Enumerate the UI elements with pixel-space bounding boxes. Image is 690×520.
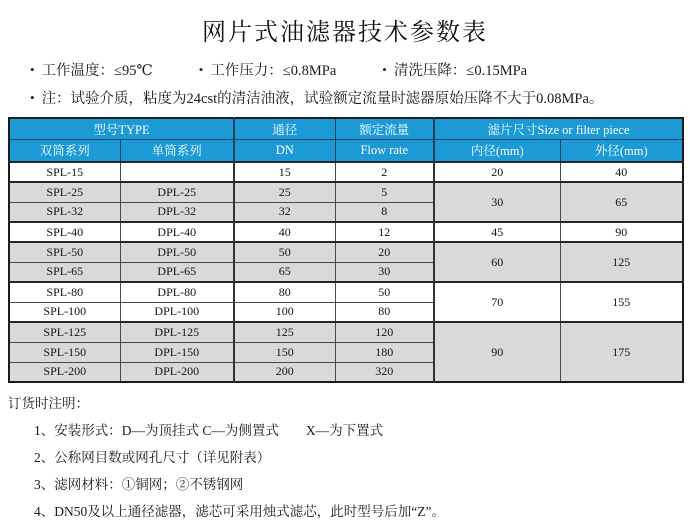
cell-dn: 200	[234, 362, 335, 382]
cell-dn: 125	[234, 322, 335, 342]
cell-double-model: SPL-15	[9, 162, 120, 182]
cell-dn: 15	[234, 162, 335, 182]
cell-inner-dia: 20	[434, 162, 560, 182]
cell-dn: 32	[234, 202, 335, 222]
cell-flow: 8	[335, 202, 434, 222]
cell-single-model: DPL-100	[120, 302, 234, 322]
spec-temperature	[30, 59, 153, 80]
cell-double-model: SPL-80	[9, 282, 120, 302]
cell-single-model: DPL-150	[120, 342, 234, 362]
cell-double-model: SPL-200	[9, 362, 120, 382]
spec-cleaning-drop	[382, 59, 527, 80]
cell-flow: 30	[335, 262, 434, 282]
cell-flow: 20	[335, 242, 434, 262]
cell-flow: 80	[335, 302, 434, 322]
table-row	[9, 242, 683, 262]
bullet-icon: •	[30, 62, 35, 77]
header-diameter: 通径	[234, 118, 335, 139]
cell-outer-dia: 65	[560, 182, 683, 222]
ordering-notes-heading: 订货时注明：	[8, 396, 89, 411]
cell-dn: 65	[234, 262, 335, 282]
table-row	[9, 162, 683, 182]
header-flow-rate: Flow rate	[335, 139, 434, 162]
table-row	[9, 182, 683, 202]
table-row	[9, 222, 683, 242]
cell-single-model: DPL-65	[120, 262, 234, 282]
cell-inner-dia: 30	[434, 182, 560, 222]
cell-single-model: DPL-25	[120, 182, 234, 202]
ordering-note-item: 4、DN50及以上通径滤器，滤芯可采用烛式滤芯，此时型号后加“Z”。	[34, 504, 445, 519]
cell-flow: 2	[335, 162, 434, 182]
ordering-note-item: 1、安装形式：D—为顶挂式 C—为侧置式 X—为下置式	[34, 423, 384, 438]
spec-line	[30, 59, 682, 80]
cell-double-model: SPL-25	[9, 182, 120, 202]
cell-double-model: SPL-40	[9, 222, 120, 242]
spec-temperature-text: 工作温度：≤95℃	[41, 63, 153, 79]
cell-single-model	[120, 162, 234, 182]
header-dn: DN	[234, 139, 335, 162]
cell-inner-dia: 70	[434, 282, 560, 322]
spec-pressure	[199, 59, 337, 80]
cell-flow: 120	[335, 322, 434, 342]
cell-double-model: SPL-50	[9, 242, 120, 262]
cell-dn: 25	[234, 182, 335, 202]
header-filter-size: 滤片尺寸Size or filter piece	[434, 118, 683, 139]
cell-outer-dia: 40	[560, 162, 683, 182]
cell-outer-dia: 175	[560, 322, 683, 382]
bullet-icon: •	[30, 90, 35, 105]
table-row	[9, 282, 683, 302]
cell-dn: 50	[234, 242, 335, 262]
page-title: 网片式油滤器技术参数表	[202, 20, 488, 46]
cell-double-model: SPL-32	[9, 202, 120, 222]
cell-double-model: SPL-125	[9, 322, 120, 342]
cell-double-model: SPL-150	[9, 342, 120, 362]
cell-flow: 320	[335, 362, 434, 382]
cell-flow: 50	[335, 282, 434, 302]
table-header-row-1	[9, 118, 683, 139]
header-rated-flow: 额定流量	[335, 118, 434, 139]
cell-flow: 180	[335, 342, 434, 362]
ordering-notes	[8, 392, 682, 520]
cell-double-model: SPL-65	[9, 262, 120, 282]
cell-dn: 150	[234, 342, 335, 362]
cell-single-model: DPL-200	[120, 362, 234, 382]
cell-flow: 5	[335, 182, 434, 202]
bullet-icon: •	[382, 62, 387, 77]
header-double-series: 双筒系列	[9, 139, 120, 162]
spec-note	[30, 87, 682, 108]
cell-double-model: SPL-100	[9, 302, 120, 322]
header-single-series: 单筒系列	[120, 139, 234, 162]
cell-single-model: DPL-32	[120, 202, 234, 222]
cell-single-model: DPL-80	[120, 282, 234, 302]
cell-single-model: DPL-40	[120, 222, 234, 242]
cell-outer-dia: 155	[560, 282, 683, 322]
cell-inner-dia: 45	[434, 222, 560, 242]
table-row	[9, 322, 683, 342]
cell-dn: 40	[234, 222, 335, 242]
cell-dn: 80	[234, 282, 335, 302]
cell-single-model: DPL-125	[120, 322, 234, 342]
parameters-table	[8, 117, 684, 383]
cell-outer-dia: 90	[560, 222, 683, 242]
spec-cleaning-drop-text: 清洗压降：≤0.15MPa	[393, 63, 528, 79]
table-header-row-2	[9, 139, 683, 162]
ordering-note-item: 2、公称网目数或网孔尺寸（详见附表）	[34, 450, 271, 465]
cell-inner-dia: 90	[434, 322, 560, 382]
cell-single-model: DPL-50	[120, 242, 234, 262]
spec-note-text: 注：试验介质，粘度为24cst的清洁油液，试验额定流量时滤器原始压降不大于0.08MPa。	[41, 91, 604, 107]
cell-inner-dia: 60	[434, 242, 560, 282]
header-inner-dia: 内径(mm)	[434, 139, 560, 162]
cell-flow: 12	[335, 222, 434, 242]
cell-dn: 100	[234, 302, 335, 322]
header-model-type: 型号TYPE	[9, 118, 234, 139]
bullet-icon: •	[198, 62, 204, 77]
ordering-note-item: 3、滤网材料：①铜网；②不锈钢网	[34, 477, 244, 492]
cell-outer-dia: 125	[560, 242, 683, 282]
header-outer-dia: 外径(mm)	[560, 139, 683, 162]
spec-pressure-text: 工作压力：≤0.8MPa	[210, 63, 337, 79]
